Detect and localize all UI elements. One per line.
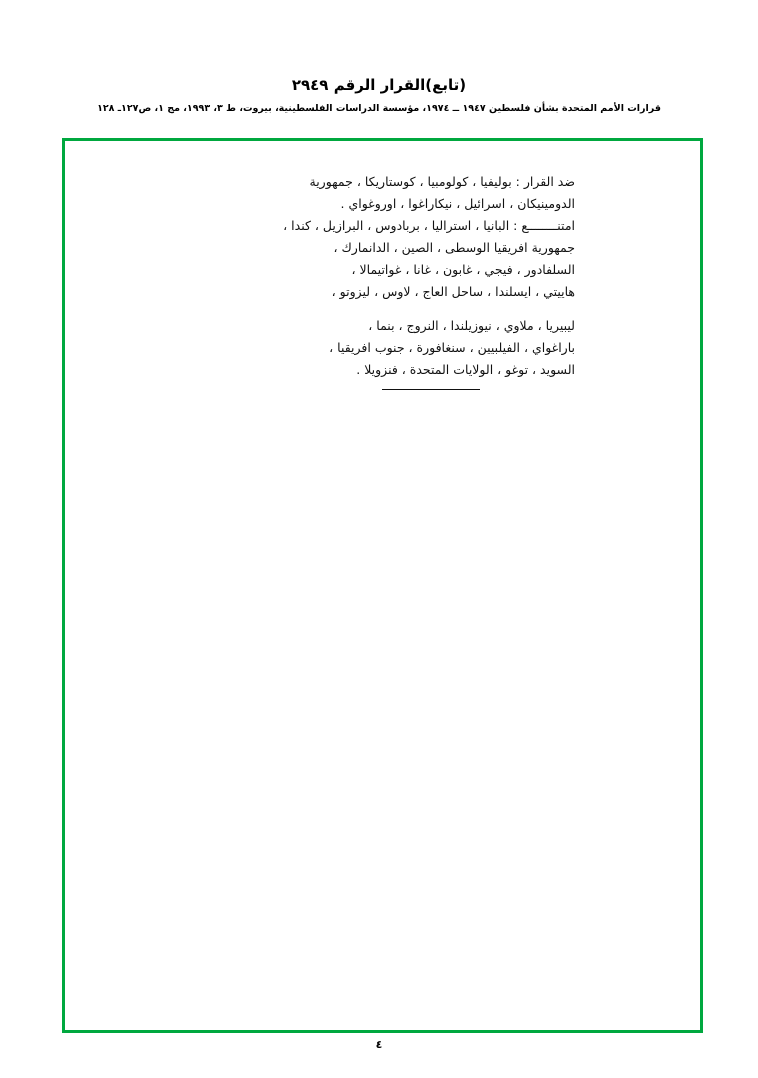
- body-line: ضد القرار : بوليفيا ، كولومبيا ، كوستاريكا ، جمهورية: [309, 174, 575, 189]
- page-number: ٤: [375, 1038, 383, 1051]
- body-line: الدومينيكان ، اسرائيل ، نيكاراغوا ، اوروغواي .: [340, 196, 575, 211]
- body-line: هاييتي ، ايسلندا ، ساحل العاج ، لاوس ، ليزوتو ،: [331, 284, 575, 299]
- page-source-citation: قرارات الأمم المتحدة بشأن فلسطين ١٩٤٧ ــ ١٩٧٤، مؤسسة الدراسات الفلسطينية، بيروت، ط ٣، ١٩٩٣، مج ١، ص١٢٧ـ ١٢٨: [97, 103, 661, 114]
- body-line: جمهورية افريقيا الوسطى ، الصين ، الدانمارك ،: [333, 240, 575, 255]
- body-line: السويد ، توغو ، الولايات المتحدة ، فنزويلا .: [356, 362, 575, 377]
- page-title: (تابع)القرار الرقم ٢٩٤٩: [291, 76, 467, 94]
- document-body: [230, 171, 575, 390]
- content-frame: [62, 138, 703, 1033]
- paragraph-spacer: [230, 303, 575, 315]
- body-line: السلفادور ، فيجي ، غابون ، غانا ، غواتيمالا ،: [351, 262, 575, 277]
- section-divider: [382, 389, 480, 390]
- body-line: باراغواي ، الفيلبيين ، سنغافورة ، جنوب افريقيا ،: [329, 340, 575, 355]
- body-line: امتنــــــــع : البانيا ، استراليا ، بربادوس ، البرازيل ، كندا ،: [283, 218, 575, 233]
- body-line: ليبيريا ، ملاوي ، نيوزيلندا ، النروج ، بنما ،: [368, 318, 575, 333]
